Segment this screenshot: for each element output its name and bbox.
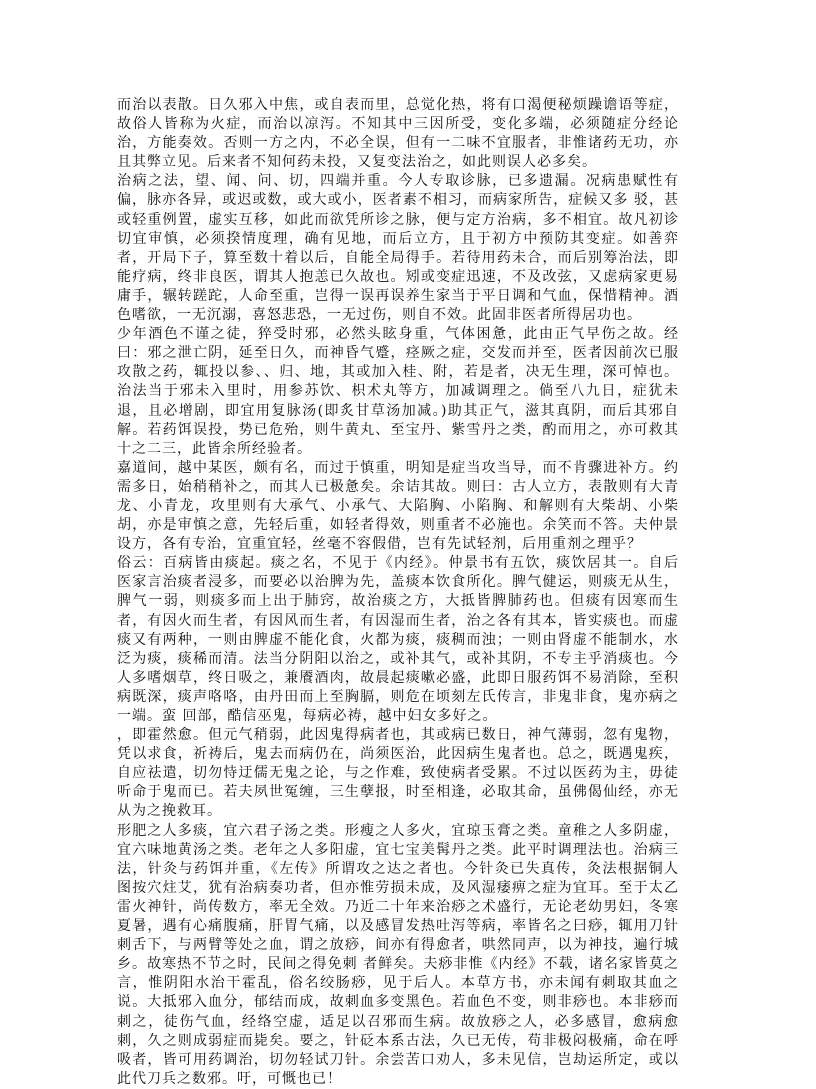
paragraph-diagnosis-methods: 治病之法，望、闻、问、切，四端并重。今人专取诊脉，已多遗漏。况病患赋性有偏，脉亦各异，或迟或数，或大或小，医者素不相习，而病家所告，症候又多 驳，甚或轻重例置，虚实互移，如此而欲凭所诊之脉，便与定方治病，多不相宜。故凡初诊切宜审慎，必须揆情度理，确有见地，而后立方，且于初方中预防其变症。如善弈者，开局下子，算至数十着以后，自能全局得手。若待用药未合，而后别筹治法，即能疗病，终非良医，谓其人抱恙已久故也。矧或变症迅速，不及改弦，又虑病家更易庸手，辗转蹉跎，人命至重，岂得一误再误养生家当于平日调和气血，保惜精神。酒色嗜欲，一无沉溺，喜怒悲恐，一无过伤，则自不效。此固非医者所得居功也。 [117,173,679,324]
document-body [117,96,679,1089]
paragraph-phlegm: 俗云：百病皆由痰起。痰之名，不见于《内经》。仲景书有五饮，痰饮居其一。自后医家言治痰者浸多，而要必以治脾为先，盖痰本饮食所化。脾气健运，则痰无从生，脾气一弱，则痰多而上出于肺窍，故治痰之方，大抵皆脾肺药也。但痰有因寒而生者，有因火而生者，有因风而生者，有因湿而生者，治之各有其本，皆实痰也。而虚痰又有两种，一则由脾虚不能化食，火都为痰，痰稠而浊；一则由肾虚不能制水，水泛为痰，痰稀而清。法当分阴阳以治之，或补其气，或补其阴，不专主乎消痰也。今人多嗜烟草，终日吸之，兼餍酒肉，故晨起痰嗽必盛，此即日服药饵不易消除，至积病既深，痰声咯咯，由丹田而上至胸膈，则危在顷刻左氏传言，非鬼非食，鬼亦病之一端。蛮 回部，酷信巫鬼，每病必祷，越中妇女多好之。 [117,555,679,724]
paragraph-fever-treatment: 而治以表散。日久邪入中焦，或自表而里，总觉化热，将有口渴便秘烦躁谵语等症，故俗人皆称为火症，而治以凉泻。不知其中三因所受，变化多端，必须随症分经论治，方能奏效。否则一方之内，不必全误，但有一二味不宜服者，非惟诸药无功，亦且其弊立见。后来者不知何药未投，又复变法治之，如此则误人必多矣。 [117,97,679,171]
paragraph-youth-illness: 少年酒色不谨之徒，猝受时邪，必然头眩身重，气体困惫，此由正气早伤之故。经曰：邪之泄亡阴，延至日久，而神昏气蹙，痉厥之症，交发而并至，医者因前次已服攻散之药，辄投以参、、归、地，其或加入桂、附，若是者，决无生理，深可悼也。治法当于邪未入里时，用参苏饮、枳术丸等方，加减调理之。倘至八九日，症犹未退，且必增剧，即宜用复脉汤(即炙甘草汤加减。)助其正气，滋其真阴，而后其邪自解。若药饵误投，势已危殆，则牛黄丸、至宝丹、紫雪丹之类，酌而用之，亦可救其十之二三，此皆余所经验者。 [117,326,679,457]
paragraph-cautious-doctor: 嘉道间，越中某医，颇有名，而过于慎重，明知是症当攻当导，而不肯骤进补方。约需多日，始稍稍补之，而其人已极惫矣。余诘其故。则曰：古人立方，表散则有大青龙、小青龙，攻里则有大承气、小承气、大陷胸、小陷胸、和解则有大柴胡、小柴胡，亦是审慎之意，先轻后重，如轻者得效，则重者不必施也。余笑而不答。夫仲景设方，各有专治，宜重宜轻，丝毫不容假借，岂有先试轻剂，后用重剂之理乎？ [117,459,679,553]
paragraph-body-types-and-sha: 形肥之人多痰，宜六君子汤之类。形瘦之人多火，宜琼玉膏之类。童稚之人多阴虚，宜六味地黄汤之类。老年之人多阳虚，宜七宝美髯丹之类。此平时调理法也。治病三法，针灸与药饵并重，《左传》所谓攻之达之者也。今针灸已失真传，灸法根据铜人图按穴炷艾，犹有治病奏功者，但亦惟劳损未成，及风湿痿痹之症为宜耳。至于太乙雷火神针，尚传数方，率无全效。乃近二十年来治痧之术盛行，无论老幼男妇，冬寒夏暑，遇有心痛腹痛，肝胃气痛，以及感冒发热吐泻等病，率皆名之曰痧，辄用刀针刺舌下，与两臂等处之血，谓之放痧，间亦有得愈者，哄然同声，以为神技，遍行城乡。故寒热不节之时，民间之得免刺 者鲜矣。夫痧非惟《内经》不载，诸名家皆莫之言，惟阴阳水治干霍乱，俗名绞肠痧，见于后人。本草方书，亦未闻有刺取其血之说。大抵邪入血分，郁结而成，故刺血多变黑色。若血色不变，则非痧也。本非痧而刺之，徒伤气血，经络空虚，适足以召邪而生病。故放痧之人，必多感冒，愈病愈刺，久之则成弱症而毙矣。要之，针砭本系古法，久已无传，苟非极闷极痛，命在呼吸者，皆可用药调治，切勿轻试刀针。余尝苦口劝人，多未见信，岂劫运所定，或以此代刀兵之数邪。吁，可慨也已！ [117,822,679,1087]
paragraph-ghost-illness: ，即霍然愈。但元气稍弱，此因鬼得病者也，其或病已数日，神气薄弱，忽有鬼物，凭以求食，祈祷后，鬼去而病仍在，尚须医治，此因病生鬼者也。总之，既遇鬼疾，自应祛遣，切勿恃迂儒无鬼之论，与之作难，致使病者受累。不过以医药为主，毋徒听命于鬼而已。若夫夙世冤缠，三生孽报，时至相逢，必取其命，虽佛偈仙经，亦无从为之挽救耳。 [117,727,679,820]
